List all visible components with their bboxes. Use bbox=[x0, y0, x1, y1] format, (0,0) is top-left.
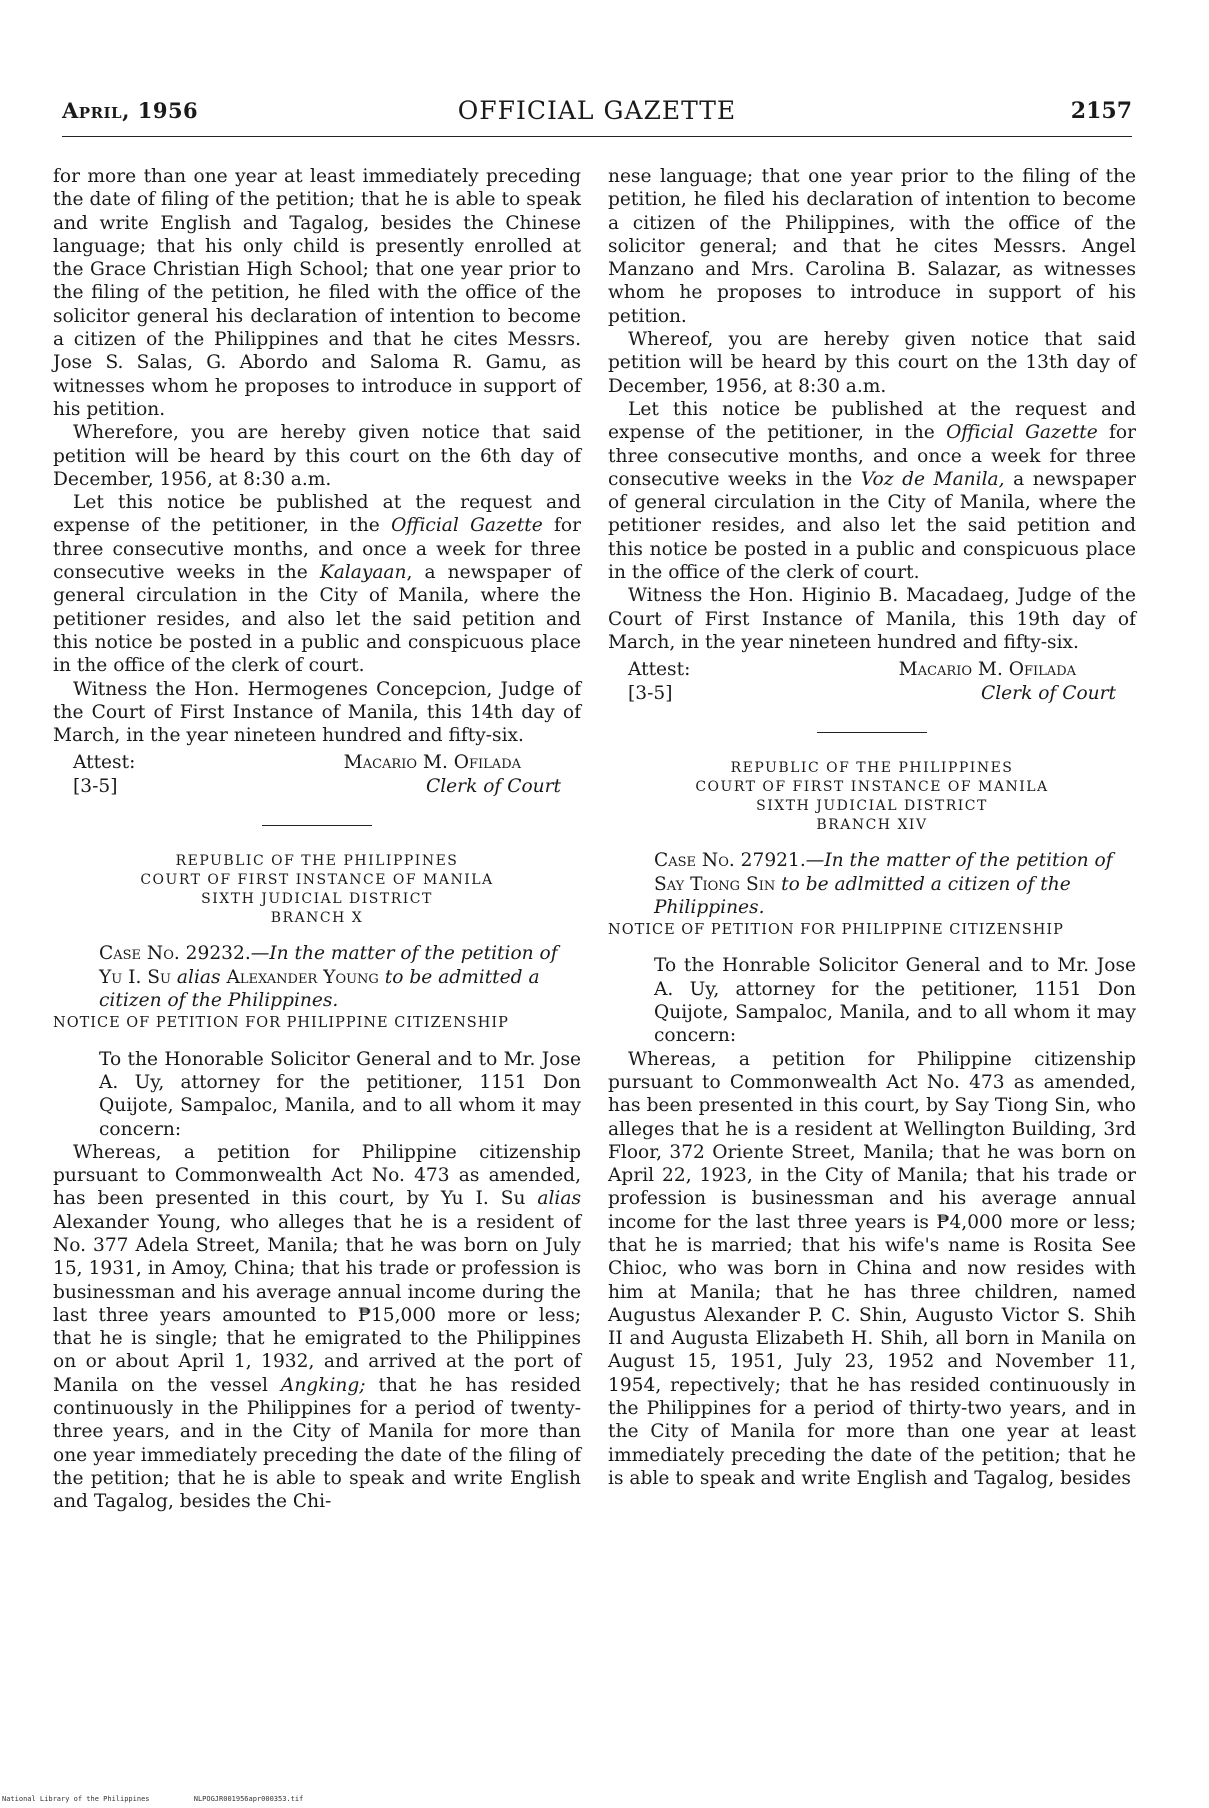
court-heading: REPUBLIC OF THE PHILIPPINES COURT OF FIRST INSTANCE OF MANILA SIXTH JUDICIAL DISTRICT BRANCH XIV bbox=[695, 760, 1049, 834]
paragraph: Whereas, a petition for Philippine citizenship pursuant to Commonwealth Act No. 473 as amended, has been presented in this court, by Say Tiong Sin, who alleges that he is a resident at Wellington Building, 3rd Floor, 372 Oriente Street, Manila; that he was born on April 22, 1923, in the City of Manila; that his trade or profession is businessman and his average annual income for the last three years is ₱4,000 more or less; that he is married; that his wife's name is Rosita See Chioc, who was born in China and now resides with him at Manila; that he has three children, named Augustus Alexander P. C. Shin, Augusto Victor S. Shih II and Augusta Elizabeth H. Shih, all born in Manila on August 15, 1951, July 23, 1952 and November 11, 1954, repectively; that he has resided continuously in the Philippines for a period of thirty-two years, and in the City of Manila for more than one year at least immediately preceding the date of the petition; that he is able to speak and write English and Tagalog, besides bbox=[608, 1048, 1136, 1489]
paragraph: Witness the Hon. Hermogenes Concepcion, Judge of the Court of First Instance of Manila, this 14th day of March, in the year nineteen hundred and fifty-six. bbox=[53, 678, 581, 747]
notice-title: NOTICE OF PETITION FOR PHILIPPINE CITIZENSHIP bbox=[53, 1015, 509, 1032]
scan-footer bbox=[2, 1795, 303, 1803]
paragraph: nese language; that one year prior to the filing of the petition, he filed his declaration of intention to become a citizen of the Philippines, with the office of the solicitor general; and that he cites Messrs. Angel Manzano and Mrs. Carolina B. Salazar, as witnesses whom he proposes to introduce in support of his petition. bbox=[608, 166, 1136, 327]
file-name: NLPOGJR001956apr000353.tif bbox=[193, 1795, 304, 1803]
paragraph: for more than one year at least immediately preceding the date of filing of the petition; that he is able to speak and write English and Tagalog, besides the Chinese language; that his only child is presently enrolled at the Grace Christian High School; that one year prior to the filing of the petition, he filed with the office of the solicitor general his declaration of intention to become a citizen of the Philippines and that he cites Messrs. Jose S. Salas, G. Abordo and Saloma R. Gamu, as witnesses whom he proposes to introduce in support of his petition. bbox=[53, 166, 581, 420]
notice-title: NOTICE OF PETITION FOR PHILIPPINE CITIZENSHIP bbox=[608, 922, 1064, 939]
attest-label: Attest: bbox=[73, 752, 136, 774]
publication-ref: [3-5] bbox=[73, 776, 118, 798]
clerk-name: Macario M. Ofilada bbox=[343, 752, 521, 774]
page-header bbox=[62, 96, 1132, 137]
case-caption: Case No. 27921.—In the matter of the petition of Say Tiong Sin to be adlmitted a citizen of the Philippines. bbox=[654, 850, 1113, 918]
library-credit: National Library of the Philippines bbox=[2, 1795, 150, 1803]
clerk-title: Clerk of Court bbox=[981, 683, 1116, 705]
addressee: To the Honorable Solicitor General and to Mr. Jose A. Uy, attorney for the petitioner, 1151 Don Quijote, Sampaloc, Manila, and to all whom it may concern: bbox=[99, 1048, 581, 1140]
publication-ref: [3-5] bbox=[628, 683, 673, 705]
court-heading: REPUBLIC OF THE PHILIPPINES COURT OF FIRST INSTANCE OF MANILA SIXTH JUDICIAL DISTRICT BRANCH X bbox=[140, 853, 494, 927]
page-number: 2157 bbox=[1070, 98, 1132, 124]
paragraph: Let this notice be published at the request and expense of the petitioner, in the Official Gazette for three consecutive months, and once a week for three consecutive weeks in the Voz de Manila, a newspaper of general circulation in the City of Manila, where the petitioner resides, and also let the said petition and this notice be posted in a public and conspicuous place in the office of the clerk of court. bbox=[608, 398, 1137, 584]
divider bbox=[262, 825, 372, 826]
paragraph: Let this notice be published at the request and expense of the petitioner, in the Official Gazette for three consecutive months, and once a week for three consecutive weeks in the Kalayaan, a newspaper of general circulation in the City of Manila, where the petitioner resides, and also let the said petition and this notice be posted in a public and conspicuous place in the office of the clerk of court. bbox=[53, 492, 582, 677]
addressee: To the Honrable Solicitor General and to Mr. Jose A. Uy, attorney for the petitioner, 1151 Don Quijote, Sampaloc, Manila, and to all whom it may concern: bbox=[654, 955, 1136, 1047]
attest-block bbox=[53, 751, 581, 799]
attest-label: Attest: bbox=[628, 659, 691, 681]
paragraph: Whereof, you are hereby given notice that said petition will be heard by this court on the 13th day of December, 1956, at 8:30 a.m. bbox=[608, 329, 1136, 397]
attest-block bbox=[608, 658, 1136, 706]
clerk-name: Macario M. Ofilada bbox=[898, 659, 1076, 681]
case-caption: Case No. 29232.—In the matter of the petition of Yu I. Su alias Alexander Young to be admitted a citizen of the Philippines. bbox=[99, 943, 558, 1012]
paragraph: Whereas, a petition for Philippine citizenship pursuant to Commonwealth Act No. 473 as amended, has been presented in this court, by Yu I. Su alias Alexander Young, who alleges that he is a resident of No. 377 Adela Street, Manila; that he was born on July 15, 1931, in Amoy, China; that his trade or profession is businessman and his average annual income during the last three years amounted to ₱15,000 more or less; that he is single; that he emigrated to the Philippines on or about April 1, 1932, and arrived at the port of Manila on the vessel Angking; that he has resided continuously in the Philippines for a period of twenty-three years, and in the City of Manila for more than one year immediately preceding the date of the filing of the petition; that he is able to speak and write English and Tagalog, besides the Chi- bbox=[53, 1141, 581, 1513]
clerk-title: Clerk of Court bbox=[426, 776, 561, 798]
issue-date: April, 1956 bbox=[62, 98, 199, 123]
left-column bbox=[53, 165, 581, 1514]
divider bbox=[817, 732, 927, 733]
paragraph: Wherefore, you are hereby given notice that said petition will be heard by this court on the 6th day of December, 1956, at 8:30 a.m. bbox=[53, 422, 581, 490]
right-column bbox=[608, 165, 1136, 1490]
paragraph: Witness the Hon. Higinio B. Macadaeg, Judge of the Court of First Instance of Manila, this 19th day of March, in the year nineteen hundred and fifty-six. bbox=[608, 585, 1136, 653]
publication-title: OFFICIAL GAZETTE bbox=[457, 96, 737, 125]
